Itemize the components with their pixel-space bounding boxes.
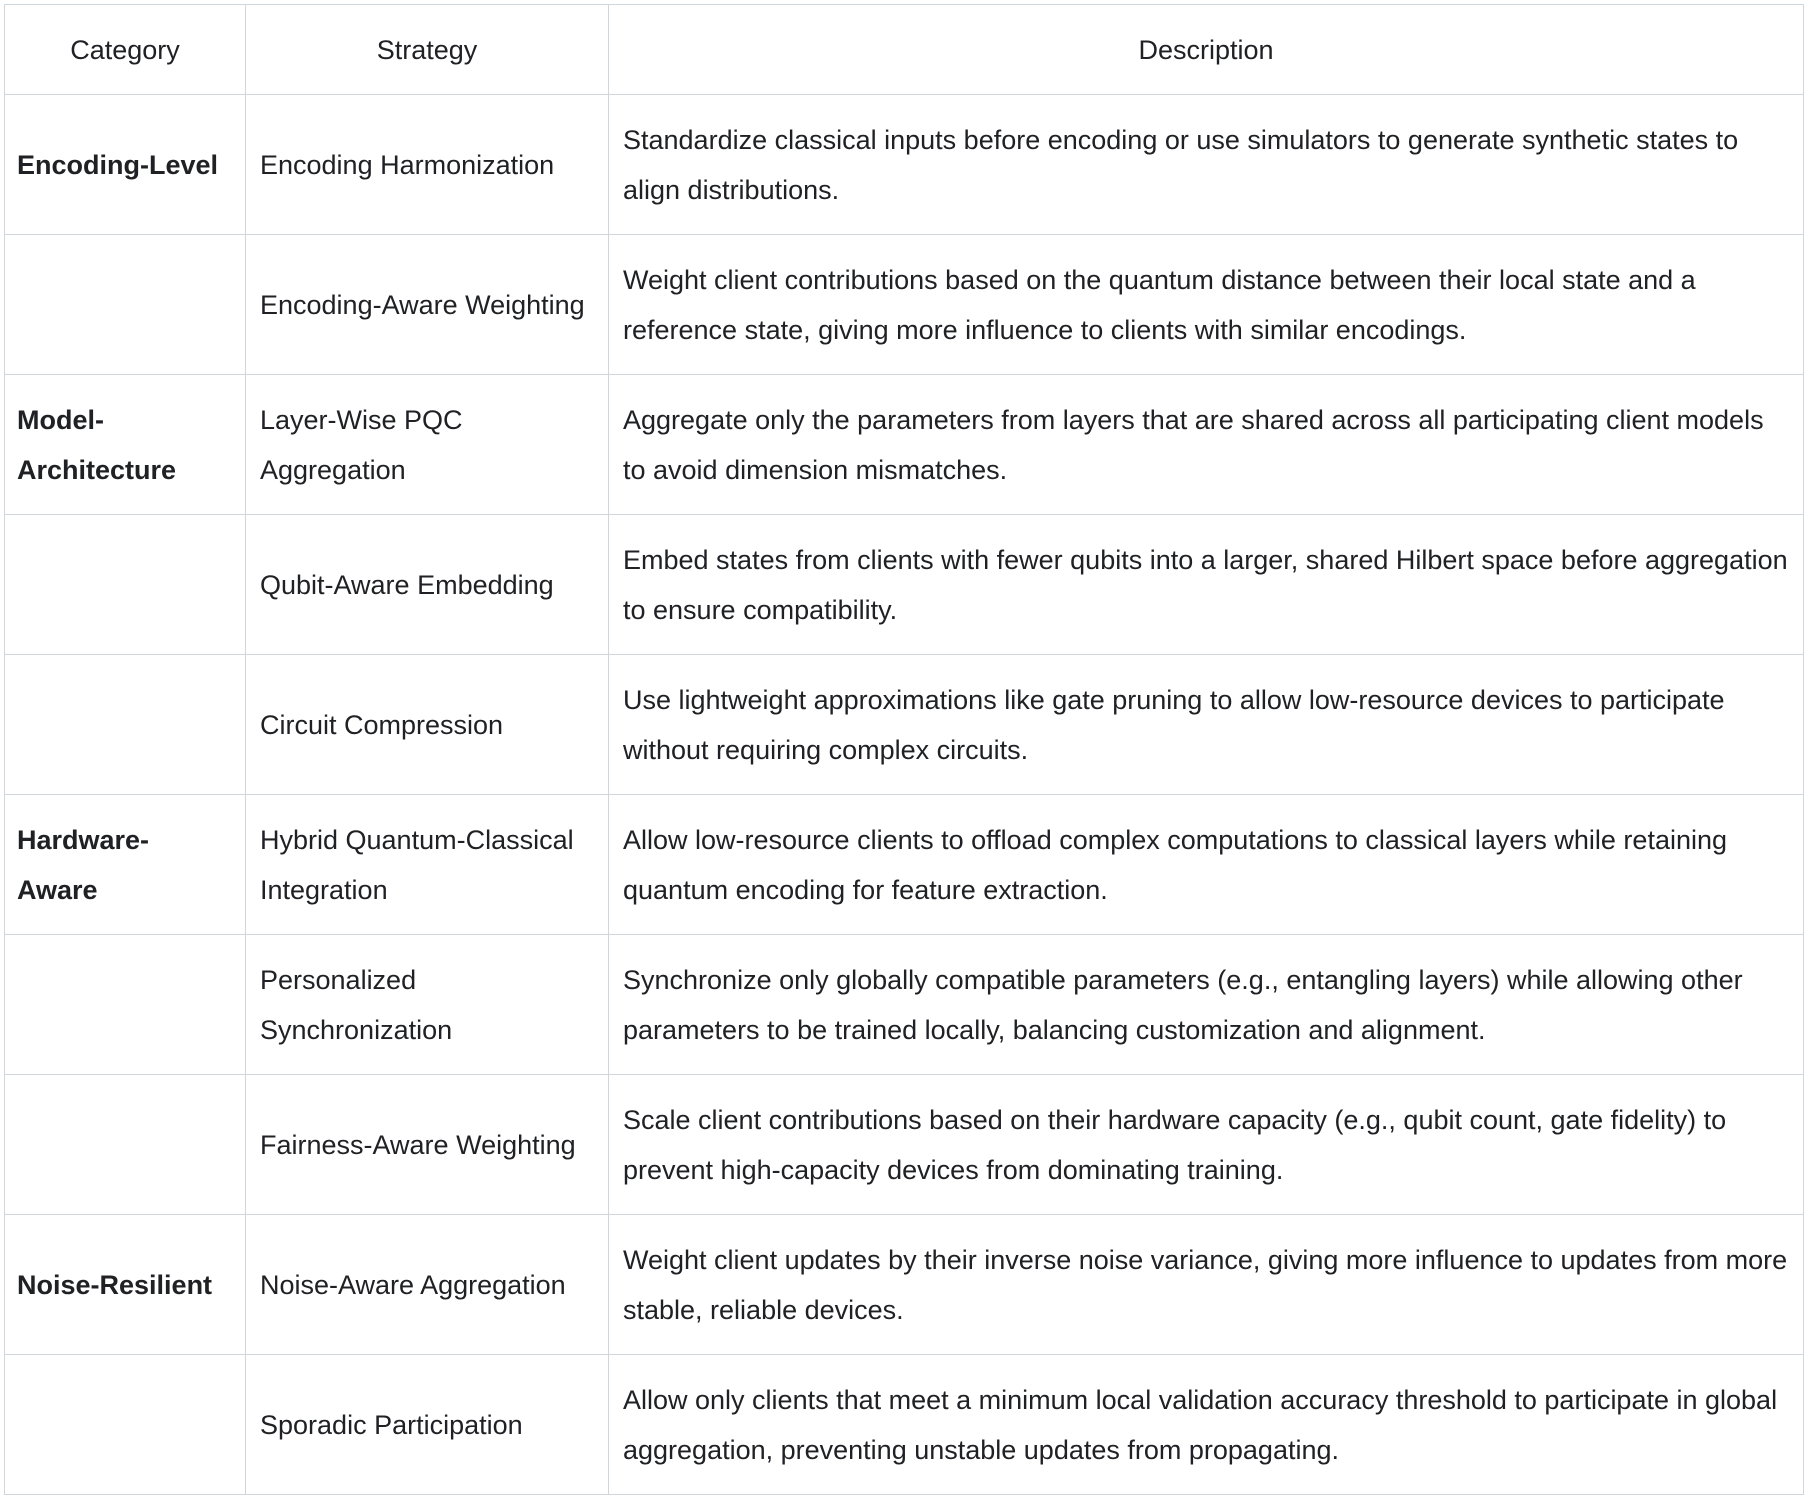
- category-cell: Hardware-Aware: [5, 795, 246, 935]
- category-cell: [5, 1075, 246, 1215]
- column-header-strategy: Strategy: [246, 5, 609, 95]
- description-cell: Embed states from clients with fewer qubits into a larger, shared Hilbert space before aggregation to ensure compatibility.: [609, 515, 1804, 655]
- description-cell: Allow only clients that meet a minimum local validation accuracy threshold to participate in global aggregation, preventing unstable updates from propagating.: [609, 1355, 1804, 1495]
- category-cell: [5, 515, 246, 655]
- description-cell: Synchronize only globally compatible parameters (e.g., entangling layers) while allowing other parameters to be trained locally, balancing customization and alignment.: [609, 935, 1804, 1075]
- table-row: [5, 935, 1804, 1075]
- description-cell: Weight client updates by their inverse noise variance, giving more influence to updates from more stable, reliable devices.: [609, 1215, 1804, 1355]
- table-row: [5, 795, 1804, 935]
- strategy-cell: Noise-Aware Aggregation: [246, 1215, 609, 1355]
- strategy-cell: Personalized Synchronization: [246, 935, 609, 1075]
- column-header-category: Category: [5, 5, 246, 95]
- table-body: [5, 95, 1804, 1495]
- category-cell: [5, 1355, 246, 1495]
- category-cell: Model-Architecture: [5, 375, 246, 515]
- description-cell: Aggregate only the parameters from layers that are shared across all participating client models to avoid dimension mismatches.: [609, 375, 1804, 515]
- category-cell: [5, 935, 246, 1075]
- strategy-cell: Encoding-Aware Weighting: [246, 235, 609, 375]
- strategy-cell: Circuit Compression: [246, 655, 609, 795]
- category-cell: [5, 235, 246, 375]
- table-row: [5, 1075, 1804, 1215]
- strategy-cell: Sporadic Participation: [246, 1355, 609, 1495]
- description-cell: Weight client contributions based on the quantum distance between their local state and a reference state, giving more influence to clients with similar encodings.: [609, 235, 1804, 375]
- table-header: [5, 5, 1804, 95]
- description-cell: Allow low-resource clients to offload complex computations to classical layers while retaining quantum encoding for feature extraction.: [609, 795, 1804, 935]
- strategy-cell: Hybrid Quantum-Classical Integration: [246, 795, 609, 935]
- description-cell: Standardize classical inputs before encoding or use simulators to generate synthetic states to align distributions.: [609, 95, 1804, 235]
- description-cell: Scale client contributions based on their hardware capacity (e.g., qubit count, gate fidelity) to prevent high-capacity devices from dominating training.: [609, 1075, 1804, 1215]
- header-row: [5, 5, 1804, 95]
- table-row: [5, 655, 1804, 795]
- table-row: [5, 1215, 1804, 1355]
- category-cell: Noise-Resilient: [5, 1215, 246, 1355]
- description-cell: Use lightweight approximations like gate pruning to allow low-resource devices to participate without requiring complex circuits.: [609, 655, 1804, 795]
- table-row: [5, 235, 1804, 375]
- strategy-cell: Layer-Wise PQC Aggregation: [246, 375, 609, 515]
- strategies-table: [4, 4, 1804, 1495]
- strategy-cell: Qubit-Aware Embedding: [246, 515, 609, 655]
- category-cell: [5, 655, 246, 795]
- column-header-description: Description: [609, 5, 1804, 95]
- table-row: [5, 375, 1804, 515]
- strategy-cell: Encoding Harmonization: [246, 95, 609, 235]
- strategy-cell: Fairness-Aware Weighting: [246, 1075, 609, 1215]
- category-cell: Encoding-Level: [5, 95, 246, 235]
- table-row: [5, 515, 1804, 655]
- table-row: [5, 95, 1804, 235]
- table-row: [5, 1355, 1804, 1495]
